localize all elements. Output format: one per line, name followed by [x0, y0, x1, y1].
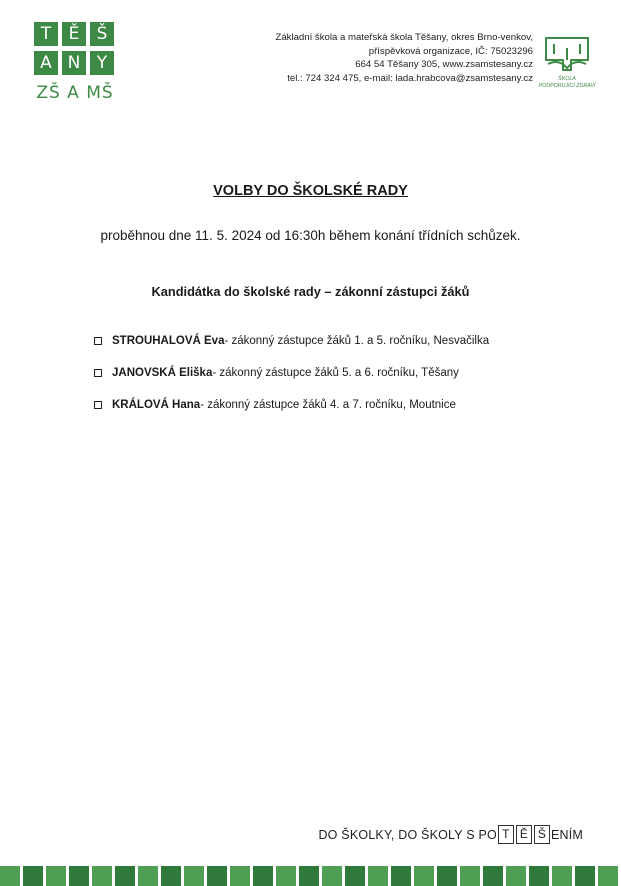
footer-bar-segment: [368, 866, 388, 886]
slogan-letter-box: Ě: [516, 825, 532, 844]
footer-bar-segment: [184, 866, 204, 886]
logo-letter: T: [34, 22, 58, 46]
slogan-letter-box: T: [498, 825, 514, 844]
footer-bar-segment: [391, 866, 411, 886]
footer-bar-segment: [69, 866, 89, 886]
school-logo: [34, 22, 115, 76]
election-date-text: proběhnou dne 11. 5. 2024 od 16:30h během konání třídních schůzek.: [100, 228, 521, 243]
header-line: 664 54 Těšany 305, www.zsamstesany.cz: [355, 59, 533, 70]
footer-bar-segment: [322, 866, 342, 886]
slogan-letter-box: Š: [534, 825, 550, 844]
candidate-item: [94, 335, 489, 347]
logo-subtitle: ZŠ A MŠ: [36, 83, 114, 103]
candidate-detail: - zákonný zástupce žáků 4. a 7. ročníku, Moutnice: [200, 399, 456, 411]
seal-caption: [538, 76, 596, 89]
footer-slogan: [318, 825, 583, 844]
footer-bar-segment: [207, 866, 227, 886]
footer-bar-segment: [23, 866, 43, 886]
logo-letter: Ě: [62, 22, 86, 46]
footer-bar-segment: [0, 866, 20, 886]
footer-bar-segment: [115, 866, 135, 886]
footer-bar-segment: [92, 866, 112, 886]
slogan-suffix: ENÍM: [550, 827, 583, 842]
header-line: příspěvková organizace, IČ: 75023296: [368, 45, 533, 57]
footer-bar-segment: [230, 866, 250, 886]
footer-bar-segment: [506, 866, 526, 886]
candidate-name: STROUHALOVÁ Eva: [112, 335, 225, 347]
candidate-list-heading: Kandidátka do školské rady – zákonní zástupci žáků: [151, 284, 470, 299]
ballot-checkbox[interactable]: [94, 369, 102, 377]
document-title: VOLBY DO ŠKOLSKÉ RADY: [213, 183, 408, 199]
footer-bar-segment: [46, 866, 66, 886]
footer-bar-segment: [437, 866, 457, 886]
footer-decorative-bar: [0, 866, 621, 886]
footer-bar-segment: [299, 866, 319, 886]
candidate-item: [94, 399, 456, 411]
seal-caption-line: PODPORUJÍCÍ ZDRAVÍ: [538, 82, 596, 89]
logo-letter: N: [62, 51, 86, 75]
candidate-detail: - zákonný zástupce žáků 5. a 6. ročníku, Těšany: [212, 367, 459, 379]
footer-bar-segment: [460, 866, 480, 886]
footer-bar-segment: [529, 866, 549, 886]
header-line: Základní škola a mateřská škola Těšany, okres Brno-venkov,: [275, 32, 533, 43]
slogan-prefix: DO ŠKOLKY, DO ŠKOLY S PO: [318, 827, 497, 842]
ballot-checkbox[interactable]: [94, 401, 102, 409]
candidate-detail: - zákonný zástupce žáků 1. a 5. ročníku, Nesvačilka: [224, 335, 490, 347]
school-contact-info: [233, 31, 533, 85]
logo-letter: A: [34, 51, 58, 75]
footer-bar-segment: [345, 866, 365, 886]
ballot-checkbox[interactable]: [94, 337, 102, 345]
footer-bar-segment: [253, 866, 273, 886]
footer-bar-segment: [575, 866, 595, 886]
seal-caption-line: ŠKOLA: [558, 76, 576, 82]
footer-bar-segment: [414, 866, 434, 886]
footer-bar-segment: [161, 866, 181, 886]
logo-letter: Y: [90, 51, 114, 75]
candidate-item: [94, 367, 459, 379]
candidate-name: JANOVSKÁ Eliška: [112, 367, 213, 379]
logo-letter: Š: [90, 22, 114, 46]
footer-bar-segment: [138, 866, 158, 886]
header-line: tel.: 724 324 475, e-mail: lada.hrabcova@zsamstesany.cz: [287, 72, 533, 84]
candidate-name: KRÁLOVÁ Hana: [112, 399, 201, 411]
footer-bar-segment: [552, 866, 572, 886]
footer-bar-segment: [276, 866, 296, 886]
footer-bar-segment: [483, 866, 503, 886]
footer-bar-segment: [598, 866, 618, 886]
